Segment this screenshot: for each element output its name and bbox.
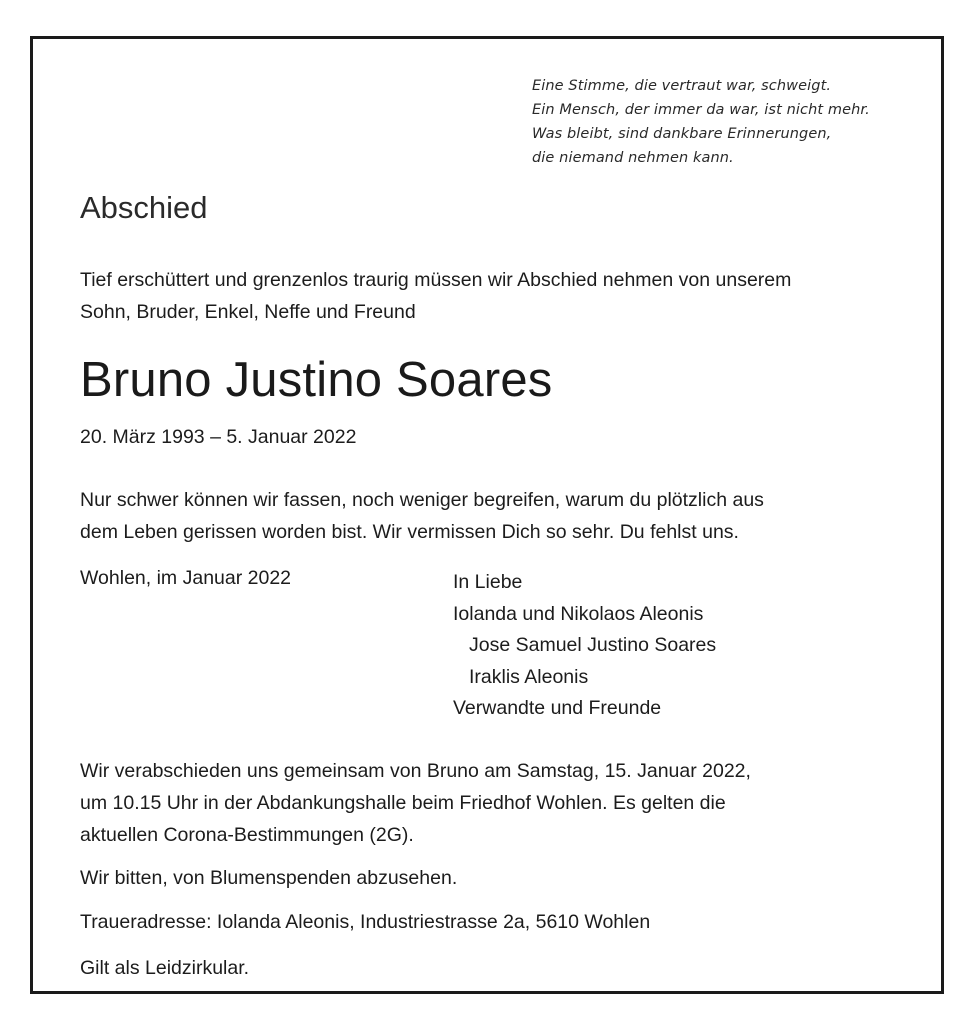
deceased-name: Bruno Justino Soares [80, 353, 553, 407]
ceremony-line: aktuellen Corona-Bestimmungen (2G). [80, 824, 414, 846]
poem-line: Ein Mensch, der immer da war, ist nicht mehr. [532, 102, 870, 118]
circular-note: Gilt als Leidzirkular. [80, 957, 250, 979]
message-line: Nur schwer können wir fassen, noch weniger begreifen, warum du plötzlich aus [80, 489, 764, 511]
signers-block [453, 567, 716, 725]
poem-line: Eine Stimme, die vertraut war, schweigt. [532, 78, 832, 94]
message-line: dem Leben gerissen worden bist. Wir vermissen Dich so sehr. Du fehlst uns. [80, 521, 739, 543]
heading-abschied: Abschied [80, 190, 208, 225]
signer-member: Jose Samuel Justino Soares [469, 634, 717, 656]
memorial-poem [532, 74, 870, 170]
ceremony-line: um 10.15 Uhr in der Abdankungshalle beim Friedhof Wohlen. Es gelten die [80, 792, 726, 814]
intro-text [80, 264, 940, 328]
signers-opening: In Liebe [453, 571, 523, 593]
signers-closing: Verwandte und Freunde [453, 697, 662, 719]
ceremony-line: Wir verabschieden uns gemeinsam von Bruno am Samstag, 15. Januar 2022, [80, 760, 751, 782]
signers-parents: Iolanda und Nikolaos Aleonis [453, 602, 704, 625]
poem-line: die niemand nehmen kann. [532, 150, 734, 166]
flowers-note: Wir bitten, von Blumenspenden abzusehen. [80, 867, 458, 889]
mourning-address: Traueradresse: Iolanda Aleonis, Industriestrasse 2a, 5610 Wohlen [80, 911, 651, 933]
condolence-message [80, 484, 920, 548]
life-dates: 20. März 1993 – 5. Januar 2022 [80, 426, 357, 448]
place-and-date: Wohlen, im Januar 2022 [80, 567, 292, 589]
ceremony-info [80, 755, 900, 851]
intro-line: Tief erschüttert und grenzenlos traurig müssen wir Abschied nehmen von unserem [80, 269, 792, 291]
poem-line: Was bleibt, sind dankbare Erinnerungen, [532, 126, 832, 142]
signer-member: Iraklis Aleonis [469, 665, 589, 688]
intro-line: Sohn, Bruder, Enkel, Neffe und Freund [80, 301, 416, 323]
